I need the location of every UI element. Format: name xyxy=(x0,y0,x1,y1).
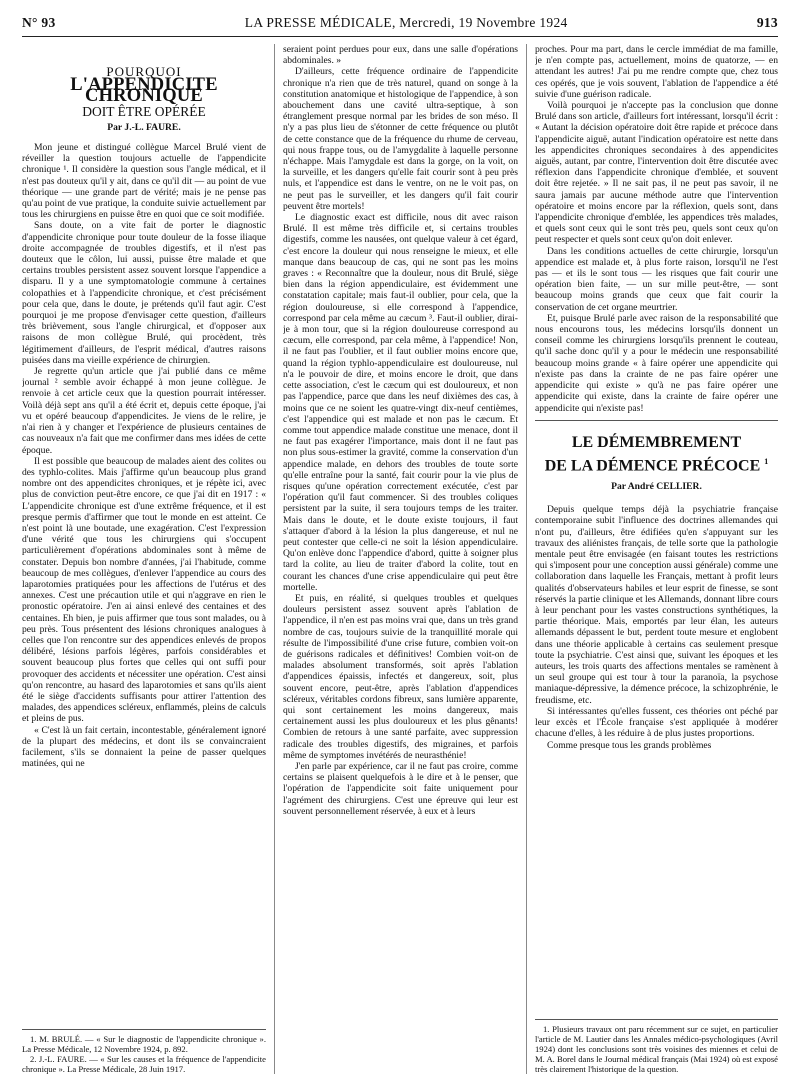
paragraph: Voilà pourquoi je n'accepte pas la conclusion que donne Brulé dans son article, d'ailleurs fort intéressant, lorsqu'il écrit : « Autant la décision opératoire doit être rapide et précoce dans l'appendicite aiguë, autant l'indication opératoire est nette dans les appendicites chroniques secondaires à des appendicites aiguës, autant, par contre, l'intervention doit être discutée avec réflexion dans l'appendicite chronique d'emblée, et souvent doit être rejetée. » Il ne sait pas, il ne peut pas savoir, il ne saura jamais par aucune méthode autre que l'intervention opératoire et moins encore par la réflexion, quels sont, dans l'appendicite chronique d'emblée, les appendices très malades, et quels sont ceux qui le sont très peu, quels sont ceux qu'on peut respecter et quels sont ceux qu'on doit enlever. xyxy=(535,100,778,246)
footnote: 2. J.-L. FAURE. — « Sur les causes et la fréquence de l'appendicite chronique ». La Presse Médicale, 28 Juin 1917. xyxy=(22,1054,266,1074)
paragraph: Il est possible que beaucoup de malades aient des colites ou des typhlo-colites. Mais j'affirme qu'un beaucoup plus grand nombre ont des appendicites chroniques, et je répète ici, avec plus de conviction peut-être encore, ce que j'ai dit en 1917 : « L'appendicite chronique est d'une extrême fréquence, et il est presque permis d'affirmer que tout le monde en est atteint. Ce n'est point là une boutade, une exagération. C'est l'expression d'une vérité que tous les chirurgiens qui s'occupent particulièrement d'opérations abdominales sont à même de constater. Depuis bon nombre d'années, j'ai l'habitude, comme beaucoup de mes collègues, d'enlever l'appendice au cours des laparotomies pratiquées pour les affections de l'utérus et des annexes. C'est une précaution utile et qui n'aggrave en rien le pronostic opératoire. J'en ai ainsi enlevé des centaines et des centaines. Eh bien, je puis affirmer que tous sont malades, ou à peu près. Tous présentent des lésions chroniques analogues à celles que l'on rencontre sur des appendices enlevés de propos délibéré, lésions parfois légères, parfois considérables et souvent beaucoup plus fortes que celles qui ont suffi pour provoquer des accidents et nécessiter une opération. C'est ainsi qu'on rencontre, au hasard des laparotomies et sans qu'ils aient été le siège d'accidents suffisants pour attirer l'attention des malades, des appendices scléreux, enflammés, pleins de calculs et pleins de pus. xyxy=(22,455,266,725)
issue-number: N° 93 xyxy=(22,15,56,30)
columns xyxy=(22,44,778,1074)
footnote: 1. M. BRULÉ. — « Sur le diagnostic de l'appendicite chronique ». La Presse Médicale, 12 Novembre 1924, p. 892. xyxy=(22,1034,266,1054)
title-footnote-mark: 1 xyxy=(764,456,769,466)
paragraph: D'ailleurs, cette fréquence ordinaire de l'appendicite chronique n'a rien que de très naturel, quand on songe à la constitution anatomique et histologique de l'appendice, à son abouchement dans une cavité ultra-septique, à son étranglement presque normal par les brides de son méso. Il n'y a pas plus lieu de s'étonner de cette fréquence ou plutôt de cette constance que de la fréquence du rhume de cerveau, qui nous frappe tous, ou de l'amygdalite à laquelle personne n'échappe. Mais l'amygdale est dans la gorge, on la voit, on la surveille, et les dangers qu'elle fait courir sont à peu près nuls, et l'appendice est dans le ventre, on ne le voit pas, on ne peut pas le surveiller, et les dangers qu'il fait courir peuvent être mortels! xyxy=(283,66,518,212)
paragraph: proches. Pour ma part, dans le cercle immédiat de ma famille, je n'en compte pas, actuellement, moins de quatorze, — en attendant les autres! J'ai pu me rendre compte que, chez tous ces opérés, que je vois souvent, l'ablation de l'appendice a été suivie d'une guérison radicale. xyxy=(535,44,778,100)
paragraph: Sans doute, on a vite fait de porter le diagnostic d'appendicite chronique pour toute douleur de la fosse iliaque droite accompagnée de troubles digestifs, et il n'est pas douteux que le côlon, lui aussi, puisse être malade et que certains troubles persistent assez souvent lorsque l'appendice a disparu. Il y a une symptomatologie commune à certaines colopathies et à l'appendicite chronique, et c'est précisément pour cela que, dans le doute, je prétends qu'il faut agir. C'est pourquoi je me propose d'envisager cette question, d'ailleurs très brièvement, sous l'angle chirurgical, et d'opposer aux raisons de mon collègue Brulé, qui procèdent, très légitimement d'ailleurs, de l'esprit médical, d'autres raisons puisées dans ma vieille expérience de chirurgien. xyxy=(22,220,266,366)
article-2-title xyxy=(535,433,778,475)
paragraph: seraient point perdues pour eux, dans une salle d'opérations abdominales. » xyxy=(283,44,518,67)
page-number: 913 xyxy=(756,15,778,30)
article-2-byline: Par André CELLIER. xyxy=(611,481,702,493)
footnote: 1. Plusieurs travaux ont paru récemment sur ce sujet, en particulier l'article de M. Lautier dans les Annales médico-psychologiques (Avril 1924) dont les conclusions sont très voisines des miennes et celui de M. A. Borel dans le Journal médical français (Mai 1924) où est exposé très clairement l'historique de la question. xyxy=(535,1024,778,1074)
article-1-byline: Par J.-L. FAURE. xyxy=(107,121,181,133)
article-separator xyxy=(535,420,778,421)
paragraph: Mon jeune et distingué collègue Marcel Brulé vient de réveiller la question toujours actuelle de l'appendicite chronique ¹. Il considère la question sous l'angle médical, et il n'est pas douteux qu'il y ait, dans ce qu'il dit — au point de vue théorique — une grande part de vérité; mais je ne pense pas qu'au point de vue pratique, la conduite suivie actuellement par tous les chirurgiens en puisse être en quoi que ce soit modifiée. xyxy=(22,142,266,221)
paragraph: Et, puisque Brulé parle avec raison de la responsabilité que nous encourons tous, les médecins lorsqu'ils donnent un conseil comme les chirurgiens lorsqu'ils prennent le couteau, qu'il sache donc qu'il y a pour le médecin une responsabilité beaucoup moins grande « à faire opérer une appendicite qui n'existe pas dans la crainte de ne pas faire opérer une appendicite qui existe » qu'à ne pas faire opérer une appendicite qui existe, dans la crainte de faire opérer une appendicite qui n'existe pas! xyxy=(535,312,778,414)
column-1 xyxy=(22,44,274,1074)
paragraph: Depuis quelque temps déjà la psychiatrie française contemporaine subit l'influence des doctrines allemandes qui n'ont pu, d'ailleurs, être édifiées qu'en s'appuyant sur les travaux des aliénistes français, de telle sorte que la pathologie mentale peut être envisagée (en faisant toutes les restrictions qui s'imposent pour une conception aussi générale) comme une collaboration dans laquelle les Français, mettant à profit leurs qualités d'observateurs habiles et leur esprit de finesse, se sont réservés la partie clinique et les Allemands, donnant libre cours à leur penchant pour les vastes constructions synthétiques, la partie théorique. Mais, emportés par leur élan, les auteurs allemands dépassent le but, perdent toute mesure et englobent dans une théorie applicable à certains cas seulement presque toute la psychiatrie. C'est ainsi que, suivant les époques et les auteurs, les trois quarts des affections mentales se ramènent à un seul groupe qui est tour à tour la paranoïa, la psychose maniaque-dépressive, la démence précoce, la schizophrénie, le freudisme, etc. xyxy=(535,504,778,706)
running-header xyxy=(22,14,778,32)
column-3-body xyxy=(535,44,778,989)
article-1-heading xyxy=(22,66,266,133)
header-rule xyxy=(22,36,778,37)
paragraph: Et puis, en réalité, si quelques troubles et quelques douleurs persistent assez souvent après l'ablation de l'appendice, il n'en est pas moins vrai que, dans un très grand nombre de cas, toujours suivie de la tranquillité morale qui résulte de l'impossibilité d'une crise future, combien voit-on de guérisons radicales et définitives! Combien voit-on de malades absolument transformés, soit après l'ablation d'appendices épaissis, infectés et dangereux, soit, plus souvent encore, peut-être, après l'ablation d'appendices scléreux, véritables cordons fibreux, sans lumière apparente, qui sont certainement les moins dangereux, mais certainement aussi les plus douloureux et les plus gênants! Combien de retours à une santé parfaite, avec suppression radicale des troubles digestifs, des migraines, et parfois même de symptomes invétérés de neurasthénie! xyxy=(283,592,518,761)
article-2-footnote xyxy=(535,1019,778,1074)
column-2 xyxy=(274,44,526,1074)
paragraph: Je regrette qu'un article que j'ai publié dans ce même journal ² semble avoir échappé à mon jeune collègue. Je renvoie à cet article ceux que la question pourrait intéresser. Voilà déjà sept ans qu'il a été écrit et, depuis cette époque, j'ai vu et opéré beaucoup d'appendicites. Je viens de le relire, je n'ai rien à y changer et l'expérience de plusieurs centaines de cas nouveaux n'a fait que me confirmer dans mes idées de cette époque. xyxy=(22,366,266,456)
article-1-body-col2 xyxy=(283,44,518,1074)
paragraph: Comme presque tous les grands problèmes xyxy=(547,739,712,751)
article-1-footnotes xyxy=(22,1029,266,1074)
paragraph: J'en parle par expérience, car il ne faut pas croire, comme certains se plaisent quelquefois à le dire et à le penser, que l'opération de l'appendicite soit faite uniquement pour l'agrément des chirurgiens. C'est une épreuve qui leur est souvent personnellement réservée, à eux et à leurs xyxy=(283,761,518,817)
paragraph: Le diagnostic exact est difficile, nous dit avec raison Brulé. Il est même très difficile et, si certains troubles digestifs, comme les nausées, ont quelque valeur à cet égard, c'est encore la douleur qui nous renseigne le mieux, et elle manque dans beaucoup de cas, qui ne sont pas les moins graves : « Reconnaître que la douleur, nous dit Brulé, siège bien dans la région appendiculaire, est évidemment une constatation capitale; mais faut-il oublier, pour cela, que la région douloureuse, si elle correspond à l'appendice, correspond par cela même au cæcum ³. Faut-il oublier, dirai-je à mon tour, que si la région douloureuse correspond au cæcum, elle correspond, par cela même, à l'appendice! Non, il ne faut pas l'oublier, et il faut oublier moins encore que, quand la région typhlo-appendiculaire est douloureuse, nul n'a le pouvoir de dire, et moins encore le droit, que dans cette association, c'est le cæcum qui est douloureux, et non pas l'appendice, parce que dans les neuf dixièmes des cas, à moins que ce ne soient les quatre-vingt dix-neuf centièmes, c'est l'appendice qui est malade et non pas le cæcum. Et comme tout appendice malade constitue une menace, dont il ne faut pas exagérer l'importance, mais dont il ne faut pas non plus sous-estimer la gravité, comme la conservation d'un appendice malade, en dehors des troubles de toute sorte qu'elle entraîne pour la santé, fait courir pour la vie plus de risques qu'une opération correctement exécutée, c'est par l'opération qu'il faut commencer. Si des troubles coliques persistent par la suite, il sera toujours temps de les traiter. Mais dans le doute, et le doute existe toujours, il faut s'attaquer d'abord à la lésion la plus dangereuse, et nul ne peut contester que celle-ci ne soit la lésion appendiculaire. Qu'on enlève donc l'appendice d'abord, quitte à soigner plus tard la colite, au lieu de traiter d'abord la colite, tout en courant les chances d'une crise appendiculaire qui peut être mortelle. xyxy=(283,212,518,593)
article-1-kicker: POURQUOI xyxy=(106,64,182,79)
journal-title: LA PRESSE MÉDICALE, Mercredi, 19 Novembre 1924 xyxy=(244,15,568,30)
article-2-title-line1: LE DÉMEMBREMENT xyxy=(571,433,742,451)
article-1-subtitle: DOIT ÊTRE OPÉRÉE xyxy=(82,103,206,119)
article-2-title-line2: DE LA DÉMENCE PRÉCOCE $^1$ xyxy=(544,456,769,475)
column-3 xyxy=(526,44,778,1074)
paragraph: « C'est là un fait certain, incontestable, généralement ignoré de la plupart des médecins, et dont ils se convaincraient facilement, s'ils se donnaient la peine de passer quelques matinées, qui ne xyxy=(22,724,266,770)
article-1-body-col1 xyxy=(22,142,266,1037)
paragraph: Dans les conditions actuelles de cette chirurgie, lorsqu'un appendice est malade et, à plus forte raison, lorsqu'il ne l'est pas — et ils le sont tous — les risques que fait courir une opération bien faite, — un sur mille peut-être, — sont beaucoup moins grands que ceux que fait courir la conservation de cet organe meurtrier. xyxy=(535,245,778,313)
article-1-title: L'APPENDICITE CHRONIQUE xyxy=(70,75,218,107)
paragraph: Si intéressantes qu'elles fussent, ces théories ont péché par leur excès et l'École française s'est appliquée à modérer chacune d'elles, à les réduire à de plus justes proportions. xyxy=(535,705,778,740)
